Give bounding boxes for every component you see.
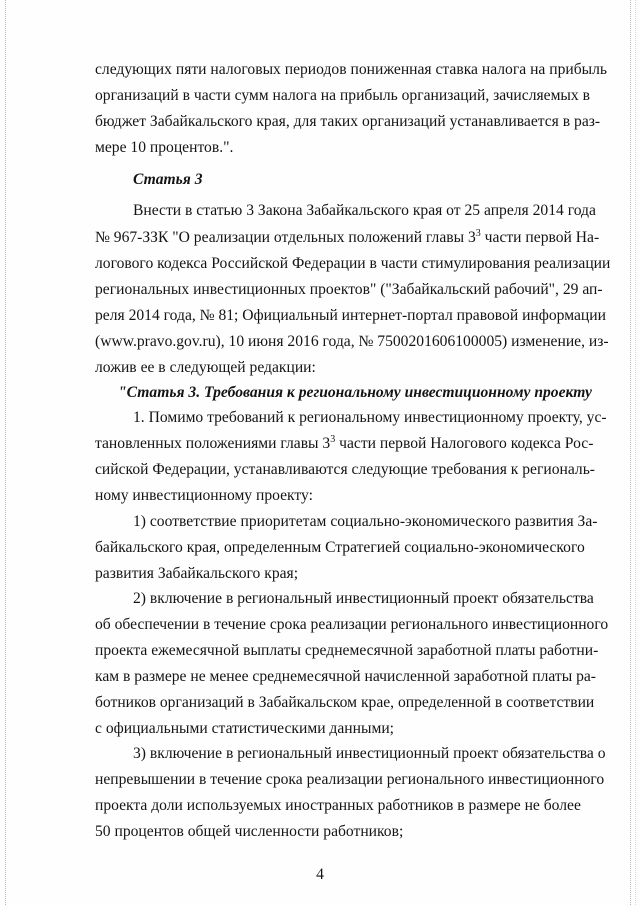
scan-edge-right xyxy=(630,0,632,905)
text-line: мере 10 процентов.". xyxy=(95,139,234,156)
text-line: 1) соответствие приоритетам социально-экономического развития За- xyxy=(133,513,598,530)
text-line: реля 2014 года, № 81; Официальный интернет-портал правовой информации xyxy=(95,307,606,324)
superscript: 3 xyxy=(330,434,336,445)
text-line: сийской Федерации, устанавливаются следующие требования к региональ- xyxy=(95,461,595,478)
page-number: 4 xyxy=(316,866,324,883)
text-segment: части первой На- xyxy=(480,229,600,246)
text-line: 50 процентов общей численности работников; xyxy=(95,823,404,840)
text-line: следующих пяти налоговых периодов пониженная ставка налога на прибыль xyxy=(95,61,608,78)
text-line: логового кодекса Российской Федерации в части стимулирования реализации xyxy=(95,255,611,272)
text-segment: № 967-ЗЗК "О реализации отдельных положений главы 3 xyxy=(95,229,476,246)
text-line: ложив ее в следующей редакции: xyxy=(95,359,316,376)
text-line: 1. Помимо требований к региональному инвестиционному проекту, ус- xyxy=(133,409,607,426)
text-line: кам в размере не менее среднемесячной начисленной заработной платы ра- xyxy=(95,668,596,685)
quoted-article-heading: "Статья 3. Требования к региональному инвестиционному проекту xyxy=(118,384,592,401)
text-line: 2) включение в региональный инвестиционный проект обязательства xyxy=(133,590,594,607)
text-line: Внести в статью 3 Закона Забайкальского края от 25 апреля 2014 года xyxy=(133,202,596,219)
text-line: проекта ежемесячной выплаты среднемесячной заработной платы работни- xyxy=(95,642,599,659)
text-line: проекта доли используемых иностранных работников в размере не более xyxy=(95,797,581,814)
text-line: об обеспечении в течение срока реализации регионального инвестиционного xyxy=(95,616,609,633)
text-line: 3) включение в региональный инвестиционный проект обязательства о xyxy=(133,745,606,762)
scan-edge-left xyxy=(5,0,7,905)
text-line-with-superscript xyxy=(95,228,600,248)
text-segment: части первой Налогового кодекса Рос- xyxy=(335,435,594,452)
text-line: организаций в части сумм налога на прибыль организаций, зачисляемых в xyxy=(95,87,590,104)
text-line: региональных инвестиционных проектов" ("Забайкальский рабочий", 29 ап- xyxy=(95,281,603,298)
text-line: бюджет Забайкальского края, для таких организаций устанавливается в раз- xyxy=(95,113,601,130)
text-line: развития Забайкальского края; xyxy=(95,565,299,582)
text-line-with-superscript xyxy=(95,434,594,454)
superscript: 3 xyxy=(475,228,481,239)
text-line: ботников организаций в Забайкальском крае, определенной в соответствии xyxy=(95,694,595,711)
text-line: ному инвестиционному проекту: xyxy=(95,487,313,504)
article-heading: Статья 3 xyxy=(133,171,203,188)
scan-edge-right-outer xyxy=(635,0,637,905)
text-line: с официальными статистическими данными; xyxy=(95,720,394,737)
text-line: байкальского края, определенным Стратегией социально-экономического xyxy=(95,539,585,556)
text-line: (www.pravo.gov.ru), 10 июня 2016 года, № 7500201606100005) изменение, из- xyxy=(95,333,609,350)
text-segment: тановленных положениями главы 3 xyxy=(95,435,331,452)
text-line: непревышении в течение срока реализации регионального инвестиционного xyxy=(95,771,605,788)
